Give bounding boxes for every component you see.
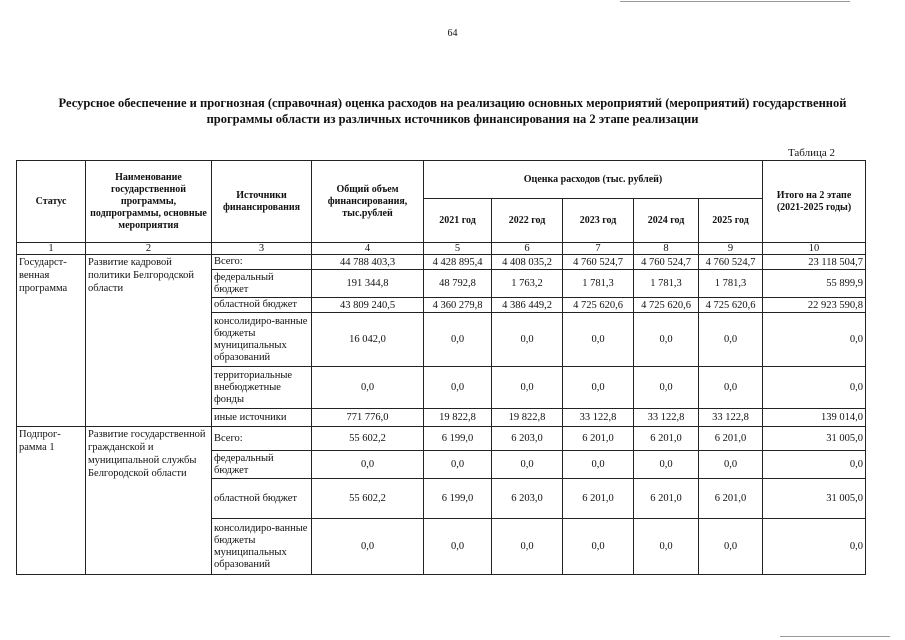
column-number: 2 [86,243,212,255]
row-name: Развитие государственной гражданской и муниципальной службы Белгородской области [86,427,212,575]
row-year-value: 48 792,8 [424,270,492,298]
column-number: 1 [17,243,86,255]
row-year-value: 0,0 [424,451,492,479]
row-stage-total: 0,0 [763,313,866,367]
row-year-value: 1 781,3 [699,270,763,298]
header-status: Статус [17,161,86,243]
row-year-value: 6 203,0 [492,427,563,451]
scan-edge-mark [620,1,850,2]
column-number: 4 [312,243,424,255]
row-total: 43 809 240,5 [312,298,424,313]
row-year-value: 4 760 524,7 [634,255,699,270]
row-year-value: 19 822,8 [492,409,563,427]
row-source: территориальные внебюджетные фонды [212,367,312,409]
row-stage-total: 31 005,0 [763,479,866,519]
row-status: Государст-венная программа [17,255,86,427]
row-year-value: 4 725 620,6 [699,298,763,313]
row-year-value: 4 760 524,7 [563,255,634,270]
row-stage-total: 0,0 [763,367,866,409]
row-year-value: 0,0 [492,519,563,575]
row-year-value: 6 201,0 [563,479,634,519]
table-label: Таблица 2 [787,147,835,159]
row-total: 0,0 [312,519,424,575]
row-year-value: 6 199,0 [424,479,492,519]
column-number: 5 [424,243,492,255]
column-number: 3 [212,243,312,255]
row-year-value: 6 201,0 [634,479,699,519]
row-year-value: 0,0 [492,451,563,479]
row-year-value: 0,0 [424,313,492,367]
row-year-value: 33 122,8 [634,409,699,427]
row-year-value: 0,0 [634,519,699,575]
table-row [17,255,866,270]
row-stage-total: 31 005,0 [763,427,866,451]
row-year-value: 0,0 [699,367,763,409]
row-year-value: 0,0 [699,519,763,575]
row-source: областной бюджет [212,479,312,519]
row-year-value: 4 428 895,4 [424,255,492,270]
row-year-value: 1 781,3 [563,270,634,298]
row-year-value: 6 203,0 [492,479,563,519]
row-stage-total: 55 899,9 [763,270,866,298]
row-year-value: 0,0 [424,367,492,409]
row-year-value: 4 408 035,2 [492,255,563,270]
row-year-value: 6 201,0 [563,427,634,451]
row-year-value: 6 201,0 [699,479,763,519]
row-year-value: 4 760 524,7 [699,255,763,270]
row-year-value: 6 201,0 [699,427,763,451]
document-title [20,95,885,127]
header-name: Наименование государственной программы, подпрограммы, основные мероприятия [86,161,212,243]
row-year-value: 0,0 [424,519,492,575]
row-year-value: 6 199,0 [424,427,492,451]
page-number: 64 [447,28,458,39]
column-number-row [17,243,866,255]
title-line-2: программы области из различных источников финансирования на 2 этапе реализации [206,112,699,126]
title-line-1: Ресурсное обеспечение и прогнозная (справочная) оценка расходов на реализацию основных мероприятий (мероприятий) государственной [58,96,847,110]
table-header [17,161,866,255]
row-total: 44 788 403,3 [312,255,424,270]
column-number: 6 [492,243,563,255]
row-stage-total: 22 923 590,8 [763,298,866,313]
row-year-value: 19 822,8 [424,409,492,427]
row-year-value: 6 201,0 [634,427,699,451]
row-source: иные источники [212,409,312,427]
row-year-value: 0,0 [563,367,634,409]
row-total: 55 602,2 [312,479,424,519]
row-year-value: 0,0 [699,313,763,367]
row-total: 16 042,0 [312,313,424,367]
scan-edge-mark [780,636,890,637]
header-year: 2024 год [634,199,699,243]
row-source: консолидиро-ванные бюджеты муниципальных образований [212,313,312,367]
row-year-value: 4 725 620,6 [634,298,699,313]
header-year: 2025 год [699,199,763,243]
row-stage-total: 139 014,0 [763,409,866,427]
row-stage-total: 0,0 [763,519,866,575]
header-stage-total: Итого на 2 этапе (2021-2025 годы) [763,161,866,243]
row-source: федеральный бюджет [212,270,312,298]
header-sources: Источники финансирования [212,161,312,243]
row-year-value: 0,0 [563,313,634,367]
column-number: 8 [634,243,699,255]
row-stage-total: 0,0 [763,451,866,479]
header-estimate: Оценка расходов (тыс. рублей) [424,161,763,199]
row-year-value: 0,0 [563,519,634,575]
row-year-value: 1 781,3 [634,270,699,298]
row-year-value: 0,0 [492,367,563,409]
expenses-table [16,160,866,575]
row-year-value: 33 122,8 [563,409,634,427]
row-stage-total: 23 118 504,7 [763,255,866,270]
row-year-value: 0,0 [634,451,699,479]
row-year-value: 1 763,2 [492,270,563,298]
header-total: Общий объем финансирования, тыс.рублей [312,161,424,243]
row-total: 191 344,8 [312,270,424,298]
row-year-value: 0,0 [634,367,699,409]
row-source: Всего: [212,427,312,451]
row-source: консолидиро-ванные бюджеты муниципальных образований [212,519,312,575]
column-number: 7 [563,243,634,255]
row-name: Развитие кадровой политики Белгородской области [86,255,212,427]
row-source: Всего: [212,255,312,270]
row-year-value: 4 386 449,2 [492,298,563,313]
column-number: 9 [699,243,763,255]
header-year: 2021 год [424,199,492,243]
row-year-value: 0,0 [634,313,699,367]
row-year-value: 0,0 [699,451,763,479]
row-total: 0,0 [312,451,424,479]
row-total: 55 602,2 [312,427,424,451]
row-year-value: 0,0 [492,313,563,367]
row-total: 771 776,0 [312,409,424,427]
header-year: 2022 год [492,199,563,243]
row-source: областной бюджет [212,298,312,313]
table-row [17,427,866,451]
row-year-value: 4 725 620,6 [563,298,634,313]
row-total: 0,0 [312,367,424,409]
row-year-value: 33 122,8 [699,409,763,427]
row-year-value: 0,0 [563,451,634,479]
row-status: Подпрог-рамма 1 [17,427,86,575]
row-source: федеральный бюджет [212,451,312,479]
column-number: 10 [763,243,866,255]
row-year-value: 4 360 279,8 [424,298,492,313]
header-year: 2023 год [563,199,634,243]
